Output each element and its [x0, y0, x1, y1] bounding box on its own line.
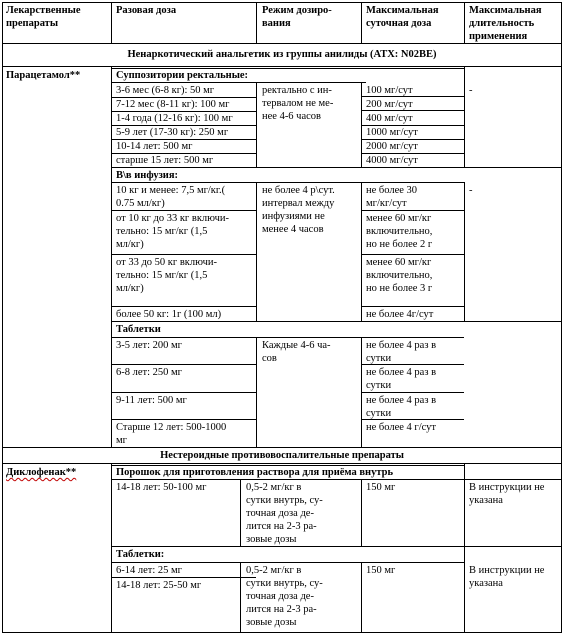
- tablets-dose: [116, 366, 182, 379]
- max-line: но не более 3 г: [366, 283, 433, 294]
- regimen-line: лится на 2-3 ра-: [246, 521, 317, 532]
- suppositories-duration: -: [469, 85, 473, 96]
- dose-line: 0.75 мл/кг): [116, 198, 165, 209]
- diclofenac-tablets-dose: 14-18 лет: 25-50 мг: [116, 580, 202, 591]
- infusion-duration: -: [469, 185, 473, 196]
- rule: [361, 479, 362, 547]
- tablets-max-daily: [366, 366, 436, 392]
- duration-line: указана: [469, 495, 503, 506]
- regimen-line: зовые дозы: [246, 617, 297, 628]
- dose-line: от 33 до 50 кг включи-: [116, 257, 217, 268]
- powder-duration: [469, 481, 544, 507]
- regimen-line: точная доза де-: [246, 508, 314, 519]
- rule: [111, 82, 366, 83]
- rule: [361, 254, 464, 255]
- suppositories-dose: 5-9 лет (17-30 кг): 250 мг: [116, 127, 229, 138]
- max-line: включительно,: [366, 270, 433, 281]
- rule: [464, 66, 465, 168]
- rule: [111, 167, 561, 168]
- regimen-line: нее 4-6 часов: [262, 111, 321, 122]
- rule: [361, 337, 362, 448]
- section-nsaid-title: Нестероидные противовоспалительные препараты: [160, 450, 404, 461]
- max-line: менее 60 мг/кг: [366, 257, 432, 268]
- rule: [2, 447, 561, 448]
- dose-line: тельно: 15 мг/кг (1,5: [116, 270, 208, 281]
- max-line: мг/кг/сут: [366, 198, 407, 209]
- max-line: не более 4 г/сут: [366, 422, 437, 433]
- max-line: сутки: [366, 380, 392, 391]
- infusion-max-daily: [366, 212, 432, 251]
- regimen-line: 0,5-2 мг/кг в: [246, 482, 302, 493]
- header-line: суточная доза: [366, 18, 432, 29]
- max-line: сутки: [366, 408, 392, 419]
- rule: [361, 562, 362, 633]
- rule: [111, 2, 112, 44]
- infusion-dose: [116, 212, 229, 251]
- max-line: менее 60 мг/кг: [366, 213, 432, 224]
- header-line: Лекарственные: [6, 5, 81, 16]
- suppositories-max-daily: 400 мг/сут: [366, 113, 413, 124]
- section-nonnarcotic-title: Ненаркотический анальгетик из группы анилиды (АТХ: N02BE): [127, 49, 437, 60]
- rule: [240, 479, 241, 547]
- header-single-dose: [116, 4, 176, 17]
- header-max-daily: [366, 4, 439, 30]
- dose-line: мл/кг): [116, 283, 144, 294]
- regimen-line: тервалом не ме-: [262, 98, 334, 109]
- header-line: вания: [262, 18, 291, 29]
- rule: [111, 210, 256, 211]
- tablets-dose: [116, 394, 187, 407]
- rule: [111, 321, 561, 322]
- dose-line: от 10 кг до 33 кг включи-: [116, 213, 229, 224]
- suppositories-max-daily: 100 мг/сут: [366, 85, 413, 96]
- tablets-max-daily: [366, 394, 436, 420]
- diclofenac-tablets-title: Таблетки:: [116, 549, 165, 560]
- diclofenac-tablets-duration: [469, 564, 544, 590]
- infusion-max-daily: [366, 184, 417, 210]
- rule: [111, 182, 464, 183]
- dose-line: тельно: 15 мг/кг (1,5: [116, 226, 208, 237]
- infusion-title: В\в инфузия:: [116, 170, 179, 181]
- header-line: длительность: [469, 18, 535, 29]
- rule: [2, 2, 561, 3]
- rule: [111, 562, 464, 563]
- infusion-regimen: [262, 184, 335, 236]
- regimen-line: точная доза де-: [246, 591, 314, 602]
- dose-line: 6-8 лет: 250 мг: [116, 367, 182, 378]
- rule: [361, 182, 362, 322]
- rule: [361, 2, 362, 44]
- rule: [464, 182, 465, 322]
- tablets-dose: [116, 421, 226, 447]
- duration-line: В инструкции не: [469, 482, 545, 493]
- suppositories-regimen: [262, 84, 333, 123]
- header-line: Режим дозиро-: [262, 5, 332, 16]
- diclofenac-tablets-dose: 6-14 лет: 25 мг: [116, 565, 182, 576]
- header-line: применения: [469, 31, 528, 42]
- max-line: не более 4г/сут: [366, 309, 434, 320]
- powder-title: Порошок для приготовления раствора для приёма внутрь: [116, 467, 394, 478]
- tablets-dose: [116, 339, 182, 352]
- suppositories-max-daily: 1000 мг/сут: [366, 127, 418, 138]
- infusion-max-daily: [366, 308, 433, 321]
- rule: [111, 306, 256, 307]
- suppositories-dose: старше 15 лет: 500 мг: [116, 155, 214, 166]
- dose-line: Старше 12 лет: 500-1000: [116, 422, 227, 433]
- rule: [111, 479, 561, 480]
- powder-dose: 14-18 лет: 50-100 мг: [116, 482, 207, 493]
- dose-line: более 50 кг: 1г (100 мл): [116, 309, 222, 320]
- suppositories-max-daily: 200 мг/сут: [366, 99, 413, 110]
- rule: [361, 392, 464, 393]
- rule: [256, 2, 257, 44]
- max-line: сутки: [366, 353, 392, 364]
- rule: [2, 463, 561, 464]
- header-max-duration: [469, 4, 542, 43]
- regimen-line: сутки внутрь, су-: [246, 578, 323, 589]
- duration-line: указана: [469, 578, 503, 589]
- rule: [111, 419, 256, 420]
- dose-line: 3-5 лет: 200 мг: [116, 340, 182, 351]
- infusion-dose: [116, 184, 225, 210]
- dose-line: мл/кг): [116, 239, 144, 250]
- rule: [361, 82, 362, 168]
- regimen-line: лится на 2-3 ра-: [246, 604, 317, 615]
- suppositories-dose: 7-12 мес (8-11 кг): 100 мг: [116, 99, 230, 110]
- regimen-line: сов: [262, 353, 277, 364]
- powder-max-daily: 150 мг: [366, 482, 396, 493]
- diclofenac-tablets-regimen: [246, 564, 323, 629]
- regimen-line: инфузиями не: [262, 211, 325, 222]
- regimen-line: менее 4 часов: [262, 224, 324, 235]
- max-line: включительно,: [366, 226, 433, 237]
- rule: [111, 577, 256, 578]
- rule: [111, 392, 256, 393]
- rule: [111, 546, 561, 547]
- regimen-line: сутки внутрь, су-: [246, 495, 323, 506]
- dose-line: 10 кг и менее: 7,5 мг/кг.(: [116, 185, 226, 196]
- header-drugs: [6, 4, 81, 30]
- diclofenac-tablets-max-daily: 150 мг: [366, 565, 396, 576]
- rule: [256, 337, 257, 448]
- regimen-line: не более 4 р\сут.: [262, 185, 335, 196]
- duration-line: В инструкции не: [469, 565, 545, 576]
- drug-paracetamol: Парацетамол**: [6, 70, 81, 81]
- dose-line: 9-11 лет: 500 мг: [116, 395, 187, 406]
- suppositories-dose: 1-4 года (12-16 кг): 100 мг: [116, 113, 233, 124]
- suppositories-dose: 3-6 мес (6-8 кг): 50 мг: [116, 85, 215, 96]
- tablets-regimen: [262, 339, 331, 365]
- header-line: Максимальная: [366, 5, 439, 16]
- suppositories-title: Суппозитории ректальные:: [116, 70, 249, 81]
- infusion-dose: [116, 256, 217, 295]
- drug-diclofenac: Диклофенак**: [6, 467, 77, 478]
- infusion-dose: [116, 308, 221, 321]
- max-line: не более 4 раз в: [366, 367, 437, 378]
- rule: [361, 306, 464, 307]
- max-line: не более 30: [366, 185, 418, 196]
- regimen-line: интервал между: [262, 198, 335, 209]
- rule: [111, 364, 256, 365]
- powder-regimen: [246, 481, 323, 546]
- rule: [111, 254, 256, 255]
- rule: [2, 2, 3, 633]
- max-line: но не более 2 г: [366, 239, 433, 250]
- rule: [256, 82, 257, 168]
- rule: [111, 66, 112, 448]
- header-line: Максимальная: [469, 5, 542, 16]
- rule: [2, 66, 561, 67]
- rule: [111, 337, 464, 338]
- rule: [111, 463, 112, 633]
- max-line: не более 4 раз в: [366, 340, 437, 351]
- regimen-line: 0,5-2 мг/кг в: [246, 565, 302, 576]
- rule: [361, 210, 464, 211]
- rule: [240, 562, 241, 633]
- header-regimen: [262, 4, 332, 30]
- suppositories-max-daily: 4000 мг/сут: [366, 155, 418, 166]
- rule: [561, 2, 562, 633]
- rule: [2, 632, 561, 633]
- infusion-max-daily: [366, 256, 432, 295]
- regimen-line: зовые дозы: [246, 534, 297, 545]
- regimen-line: ректально с ин-: [262, 85, 332, 96]
- header-line: Разовая доза: [116, 5, 177, 16]
- tablets-max-daily: [366, 339, 436, 365]
- suppositories-dose: 10-14 лет: 500 мг: [116, 141, 193, 152]
- tablets-max-daily: [366, 421, 436, 434]
- paracetamol-tablets-title: Таблетки: [116, 324, 161, 335]
- rule: [2, 43, 561, 44]
- rule: [464, 463, 465, 633]
- regimen-line: Каждые 4-6 ча-: [262, 340, 331, 351]
- rule: [464, 2, 465, 44]
- max-line: не более 4 раз в: [366, 395, 437, 406]
- header-line: препараты: [6, 18, 59, 29]
- suppositories-max-daily: 2000 мг/сут: [366, 141, 418, 152]
- dose-line: мг: [116, 435, 127, 446]
- rule: [256, 182, 257, 322]
